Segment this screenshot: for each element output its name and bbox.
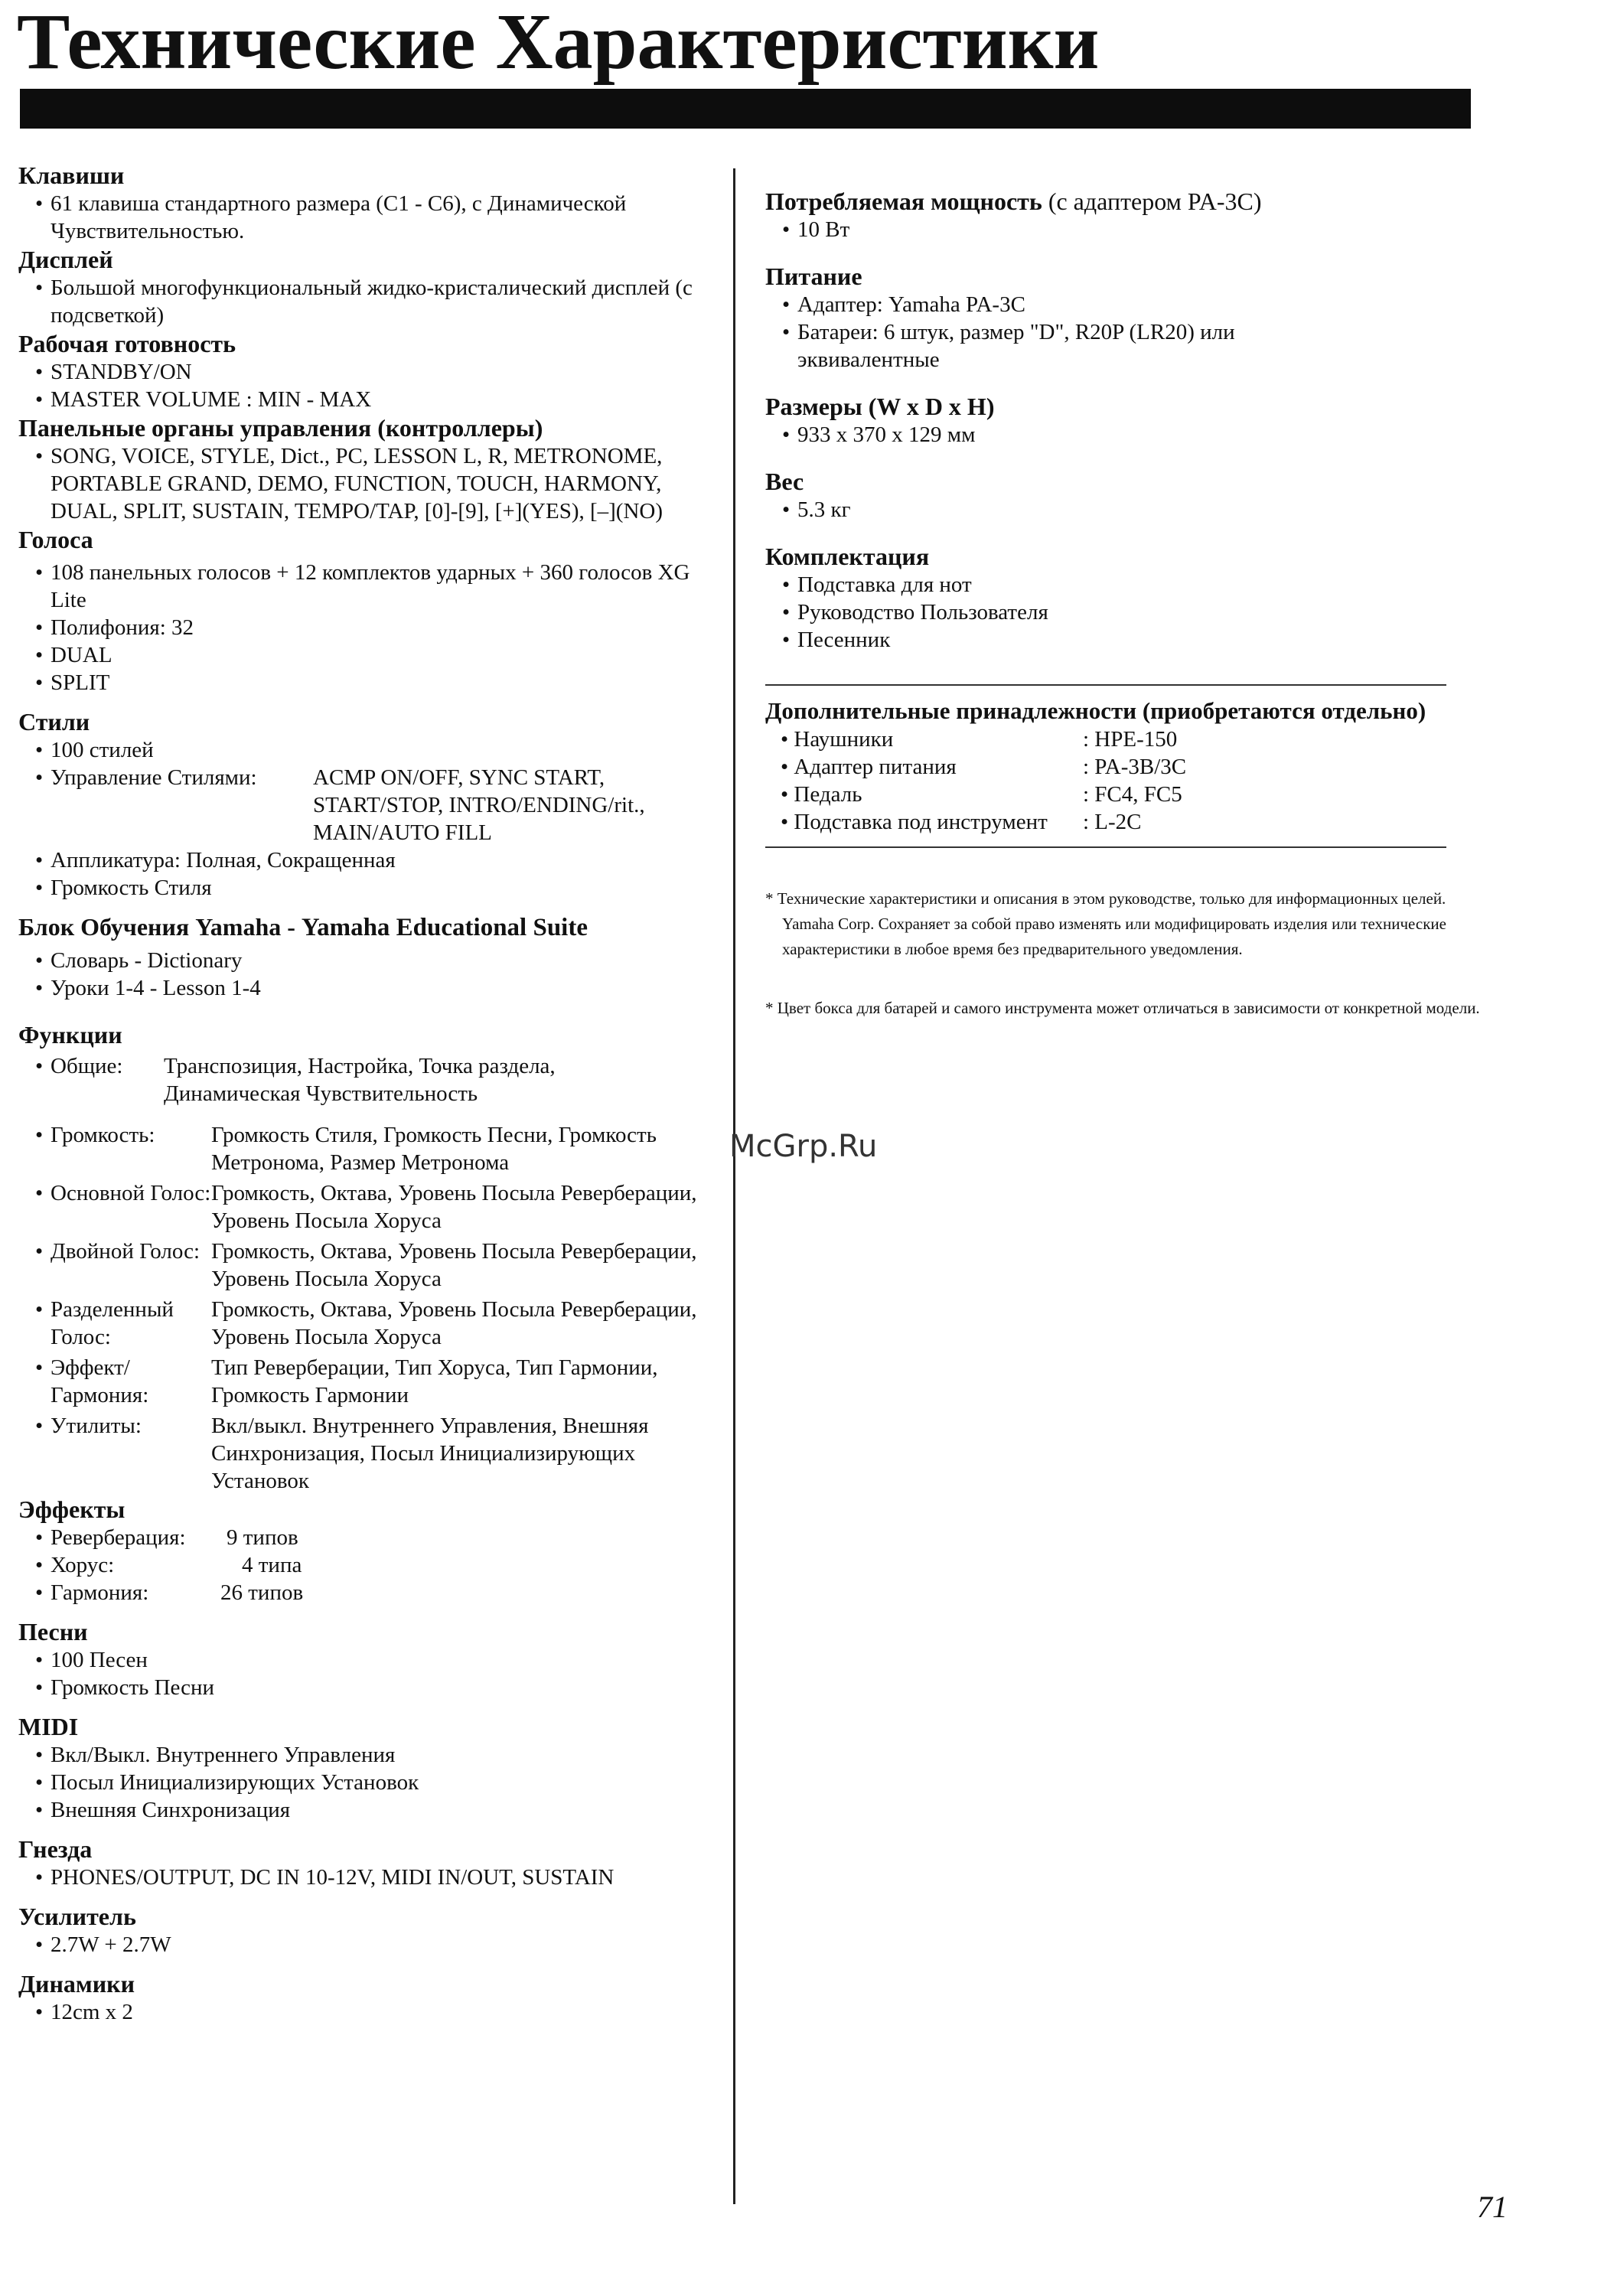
section-midi <box>18 1712 730 1824</box>
section-heading: Потребляемая мощность (с адаптером PA-3C) <box>765 188 1262 215</box>
left-column <box>18 161 730 2026</box>
list-item: • Внешняя Синхронизация <box>35 1798 291 1822</box>
function-value: Громкость Стиля, Громкость Песни, Громкость Метронома, Размер Метронома <box>211 1123 657 1175</box>
accessory-name: • Наушники <box>781 727 894 752</box>
function-value: Тип Реверберации, Тип Хоруса, Тип Гармонии, Громкость Гармонии <box>211 1355 658 1407</box>
function-label: Утилиты: <box>51 1414 142 1438</box>
list-item: • Адаптер: Yamaha PA-3C <box>782 292 1025 317</box>
function-value: Транспозиция, Настройка, Точка раздела, Динамическая Чувствительность <box>164 1054 556 1106</box>
list-item: • 100 стилей <box>35 738 154 762</box>
function-row: • Основной Голос: Громкость, Октава, Уровень Посыла Реверберации, Уровень Посыла Хоруса <box>18 1179 730 1234</box>
accessory-row <box>765 753 1576 781</box>
section-heading: Размеры (W x D x H) <box>765 393 995 420</box>
style-control-label: Управление Стилями: <box>51 765 257 790</box>
list-item: • Словарь - Dictionary <box>35 948 243 973</box>
accessory-model: : L-2C <box>1083 810 1142 834</box>
section-heading: Эффекты <box>18 1495 126 1523</box>
list-item: • 933 x 370 x 129 мм <box>782 422 976 447</box>
list-item: • 10 Вт <box>782 217 850 242</box>
color-note: * Цвет бокса для батарей и самого инструмента может отличаться в зависимости от конкретной модели. <box>765 999 1480 1017</box>
section-supply <box>765 262 1576 373</box>
list-item: • 108 панельных голосов + 12 комплектов ударных + 360 голосов XG Lite <box>35 560 690 612</box>
list-item: • Громкость Песни <box>35 1675 215 1700</box>
section-heading: Вес <box>765 468 804 495</box>
list-item: • Хорус: 4 типа <box>35 1553 302 1577</box>
function-value: Громкость, Октава, Уровень Посыла Реверберации, Уровень Посыла Хоруса <box>211 1181 697 1233</box>
list-item: • Большой многофункциональный жидко-кристалический дисплей (с подсветкой) <box>35 276 693 328</box>
section-dimensions <box>765 392 1576 448</box>
list-item: • Вкл/Выкл. Внутреннего Управления <box>35 1743 396 1767</box>
section-heading: Панельные органы управления (контроллеры) <box>18 414 543 442</box>
function-row: • Общие: Транспозиция, Настройка, Точка раздела, Динамическая Чувствительность <box>18 1052 730 1107</box>
list-item: • SONG, VOICE, STYLE, Dict., PC, LESSON L, R, METRONOME, PORTABLE GRAND, DEMO, FUNCTION, TOUCH, HARMONY, DUAL, SPLIT, SUSTAIN, TEMPO/TAP, [0]-[9], [+](YES), [–](NO) <box>35 444 663 523</box>
function-row: • Эффект/ Гармония: Тип Реверберации, Тип Хоруса, Тип Гармонии, Громкость Гармонии <box>18 1354 730 1409</box>
list-item: • Батареи: 6 штук, размер "D", R20P (LR20) или эквивалентные <box>782 320 1235 372</box>
functions-table <box>18 1052 730 1495</box>
list-item: • PHONES/OUTPUT, DC IN 10-12V, MIDI IN/OUT, SUSTAIN <box>35 1865 615 1890</box>
list-item: • Подставка для нот <box>782 572 972 597</box>
section-heading: Комплектация <box>765 543 930 570</box>
list-item: • Гармония: 26 типов <box>35 1580 304 1605</box>
function-label: Основной Голос: <box>51 1181 211 1205</box>
section-display <box>18 245 730 329</box>
style-control-value: ACMP ON/OFF, SYNC START, START/STOP, INTRO/ENDING/rit., MAIN/AUTO FILL <box>313 765 645 845</box>
accessory-model: : PA-3B/3C <box>1083 755 1187 779</box>
list-item: • DUAL <box>35 643 112 667</box>
function-label: Разделенный Голос: <box>51 1297 174 1349</box>
section-power <box>765 187 1576 243</box>
column-divider <box>733 168 735 2204</box>
section-heading: Гнезда <box>18 1835 93 1863</box>
function-value: Вкл/выкл. Внутреннего Управления, Внешняя Синхронизация, Посыл Инициализирующих Установок <box>211 1414 649 1493</box>
section-heading: Блок Обучения Yamaha - Yamaha Educational Suite <box>18 913 588 941</box>
title-bar <box>20 89 1471 129</box>
function-row: • Двойной Голос: Громкость, Октава, Уровень Посыла Реверберации, Уровень Посыла Хоруса <box>18 1238 730 1293</box>
list-item: • Руководство Пользователя <box>782 600 1048 625</box>
list-item: • Аппликатура: Полная, Сокращенная <box>35 848 396 872</box>
disclaimer-note: * Технические характеристики и описания в этом руководстве, только для информационных целей. Yamaha Corp. Сохраняет за собой право изменять или модифицировать изделия или технические характеристики в любое время без предварительного уведомления. <box>765 889 1446 958</box>
section-heading: Питание <box>765 263 862 290</box>
accessory-name: • Адаптер питания <box>781 755 957 779</box>
function-value: Громкость, Октава, Уровень Посыла Реверберации, Уровень Посыла Хоруса <box>211 1239 697 1291</box>
section-keys <box>18 161 730 245</box>
section-education <box>18 912 730 1002</box>
section-heading: Дисплей <box>18 246 113 273</box>
function-label: Эффект/ Гармония: <box>51 1355 149 1407</box>
section-optional-accessories <box>765 696 1576 836</box>
section-kit <box>765 542 1576 654</box>
function-row: • Разделенный Голос: Громкость, Октава, Уровень Посыла Реверберации, Уровень Посыла Хоруса <box>18 1296 730 1351</box>
list-item: • Посыл Инициализирующих Установок <box>35 1770 419 1795</box>
accessory-model: : FC4, FC5 <box>1083 782 1182 807</box>
section-heading: Песни <box>18 1618 88 1645</box>
section-amplifier <box>18 1902 730 1958</box>
function-label: Двойной Голос: <box>51 1239 200 1264</box>
list-item: • 2.7W + 2.7W <box>35 1932 171 1957</box>
right-column <box>765 187 1576 1021</box>
list-item: • Полифония: 32 <box>35 615 194 640</box>
page-title: Технические Характеристики <box>17 0 1100 86</box>
section-effects <box>18 1495 730 1606</box>
accessories-table <box>765 726 1576 836</box>
list-item: • Уроки 1-4 - Lesson 1-4 <box>35 976 261 1000</box>
section-songs <box>18 1617 730 1701</box>
page-number: 71 <box>1477 2190 1508 2224</box>
section-heading: Функции <box>18 1021 122 1049</box>
function-row: • Громкость: Громкость Стиля, Громкость Песни, Громкость Метронома, Размер Метронома <box>18 1121 730 1176</box>
list-item: • 12cm x 2 <box>35 2000 133 2024</box>
accessory-row <box>765 726 1576 753</box>
list-item: • Песенник <box>782 628 891 652</box>
section-heading: Динамики <box>18 1970 135 1998</box>
section-panel <box>18 413 730 525</box>
list-item: • Громкость Стиля <box>35 876 212 900</box>
function-label: Громкость: <box>51 1123 155 1147</box>
section-heading: Рабочая готовность <box>18 330 236 357</box>
list-item: • STANDBY/ON <box>35 360 192 384</box>
list-item: • 100 Песен <box>35 1648 148 1672</box>
section-ready <box>18 329 730 413</box>
list-item: • Управление Стилями: ACMP ON/OFF, SYNC START, START/STOP, INTRO/ENDING/rit., MAIN/AUTO FILL <box>18 764 730 846</box>
section-speakers <box>18 1969 730 2026</box>
accessory-name: • Педаль <box>781 782 862 807</box>
list-item: • 5.3 кг <box>782 497 851 522</box>
accessory-row <box>765 781 1576 808</box>
section-weight <box>765 467 1576 523</box>
section-heading: Стили <box>18 708 90 735</box>
section-heading: Усилитель <box>18 1903 136 1930</box>
function-row: • Утилиты: Вкл/выкл. Внутреннего Управления, Внешняя Синхронизация, Посыл Инициализирующих Установок <box>18 1412 730 1495</box>
section-heading: Голоса <box>18 526 93 553</box>
list-item: • Реверберация: 9 типов <box>35 1525 298 1550</box>
section-heading: MIDI <box>18 1713 79 1740</box>
function-value: Громкость, Октава, Уровень Посыла Реверберации, Уровень Посыла Хоруса <box>211 1297 697 1349</box>
accessory-name: • Подставка под инструмент <box>781 810 1048 834</box>
function-label: Общие: <box>51 1054 123 1078</box>
section-heading: Клавиши <box>18 161 125 189</box>
section-voices <box>18 525 730 696</box>
accessory-model: : HPE-150 <box>1083 727 1178 752</box>
list-item: • MASTER VOLUME : MIN - MAX <box>35 387 372 412</box>
list-item: • 61 клавиша стандартного размера (C1 - C6), с Динамической Чувствительностью. <box>35 191 627 243</box>
accessory-row <box>765 808 1576 836</box>
section-heading: Дополнительные принадлежности (приобретаются отдельно) <box>765 697 1426 724</box>
section-functions <box>18 1020 730 1495</box>
list-item: • SPLIT <box>35 670 110 695</box>
watermark: McGrp.Ru <box>729 1129 878 1164</box>
section-styles <box>18 707 730 902</box>
section-jacks <box>18 1835 730 1891</box>
